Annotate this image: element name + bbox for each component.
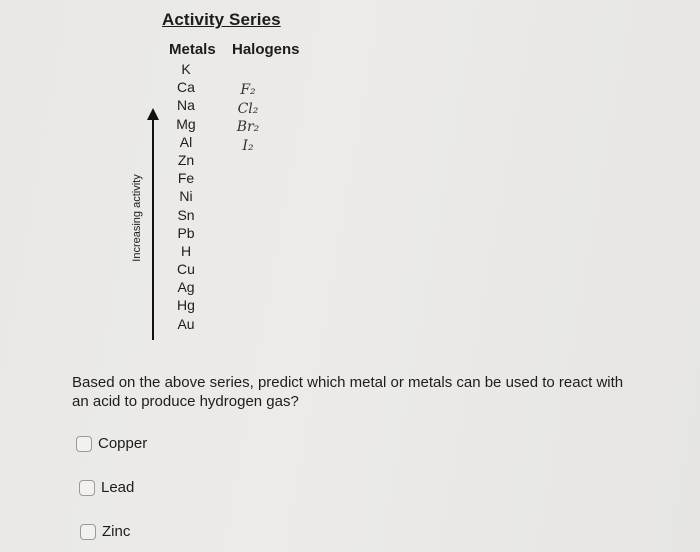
metal-item: H xyxy=(180,242,192,259)
metal-item: Cu xyxy=(177,261,195,278)
increasing-activity-label: Increasing activity xyxy=(131,174,143,262)
metal-item: Hg xyxy=(177,297,195,314)
metals-list xyxy=(170,60,202,333)
metal-item: Au xyxy=(177,315,195,332)
checkbox-lead[interactable] xyxy=(79,480,95,496)
option-zinc[interactable] xyxy=(80,523,130,540)
activity-arrow-line xyxy=(152,118,154,340)
option-label-copper: Copper xyxy=(98,435,148,452)
halogen-item: I₂ xyxy=(242,137,254,154)
halogens-list xyxy=(232,81,264,155)
metal-item: Sn xyxy=(177,206,195,223)
metal-item: Al xyxy=(179,133,193,150)
metal-item: Zn xyxy=(177,151,195,168)
metals-column-header: Metals xyxy=(169,41,216,58)
question-text: Based on the above series, predict which metal or metals can be used to react with an acid to produce hydrogen gas? xyxy=(72,374,624,410)
metal-item: Ni xyxy=(179,188,193,205)
checkbox-copper[interactable] xyxy=(76,436,92,452)
metal-item: Fe xyxy=(177,170,195,187)
halogens-column-header: Halogens xyxy=(232,41,300,58)
metal-item: Pb xyxy=(177,224,195,241)
option-lead[interactable] xyxy=(79,479,134,496)
option-label-zinc: Zinc xyxy=(102,523,131,540)
halogen-item: Cl₂ xyxy=(237,100,259,117)
option-label-lead: Lead xyxy=(101,479,135,496)
halogen-item: F₂ xyxy=(240,82,256,98)
metal-item: Na xyxy=(177,97,195,114)
metal-item: K xyxy=(181,61,191,77)
option-copper[interactable] xyxy=(76,435,147,452)
metal-item: Ag xyxy=(177,279,195,296)
metal-item: Ca xyxy=(177,79,195,96)
metal-item: Mg xyxy=(176,115,196,132)
page-title: Activity Series xyxy=(162,10,281,29)
halogen-item: Br₂ xyxy=(236,119,260,135)
checkbox-zinc[interactable] xyxy=(80,524,96,540)
